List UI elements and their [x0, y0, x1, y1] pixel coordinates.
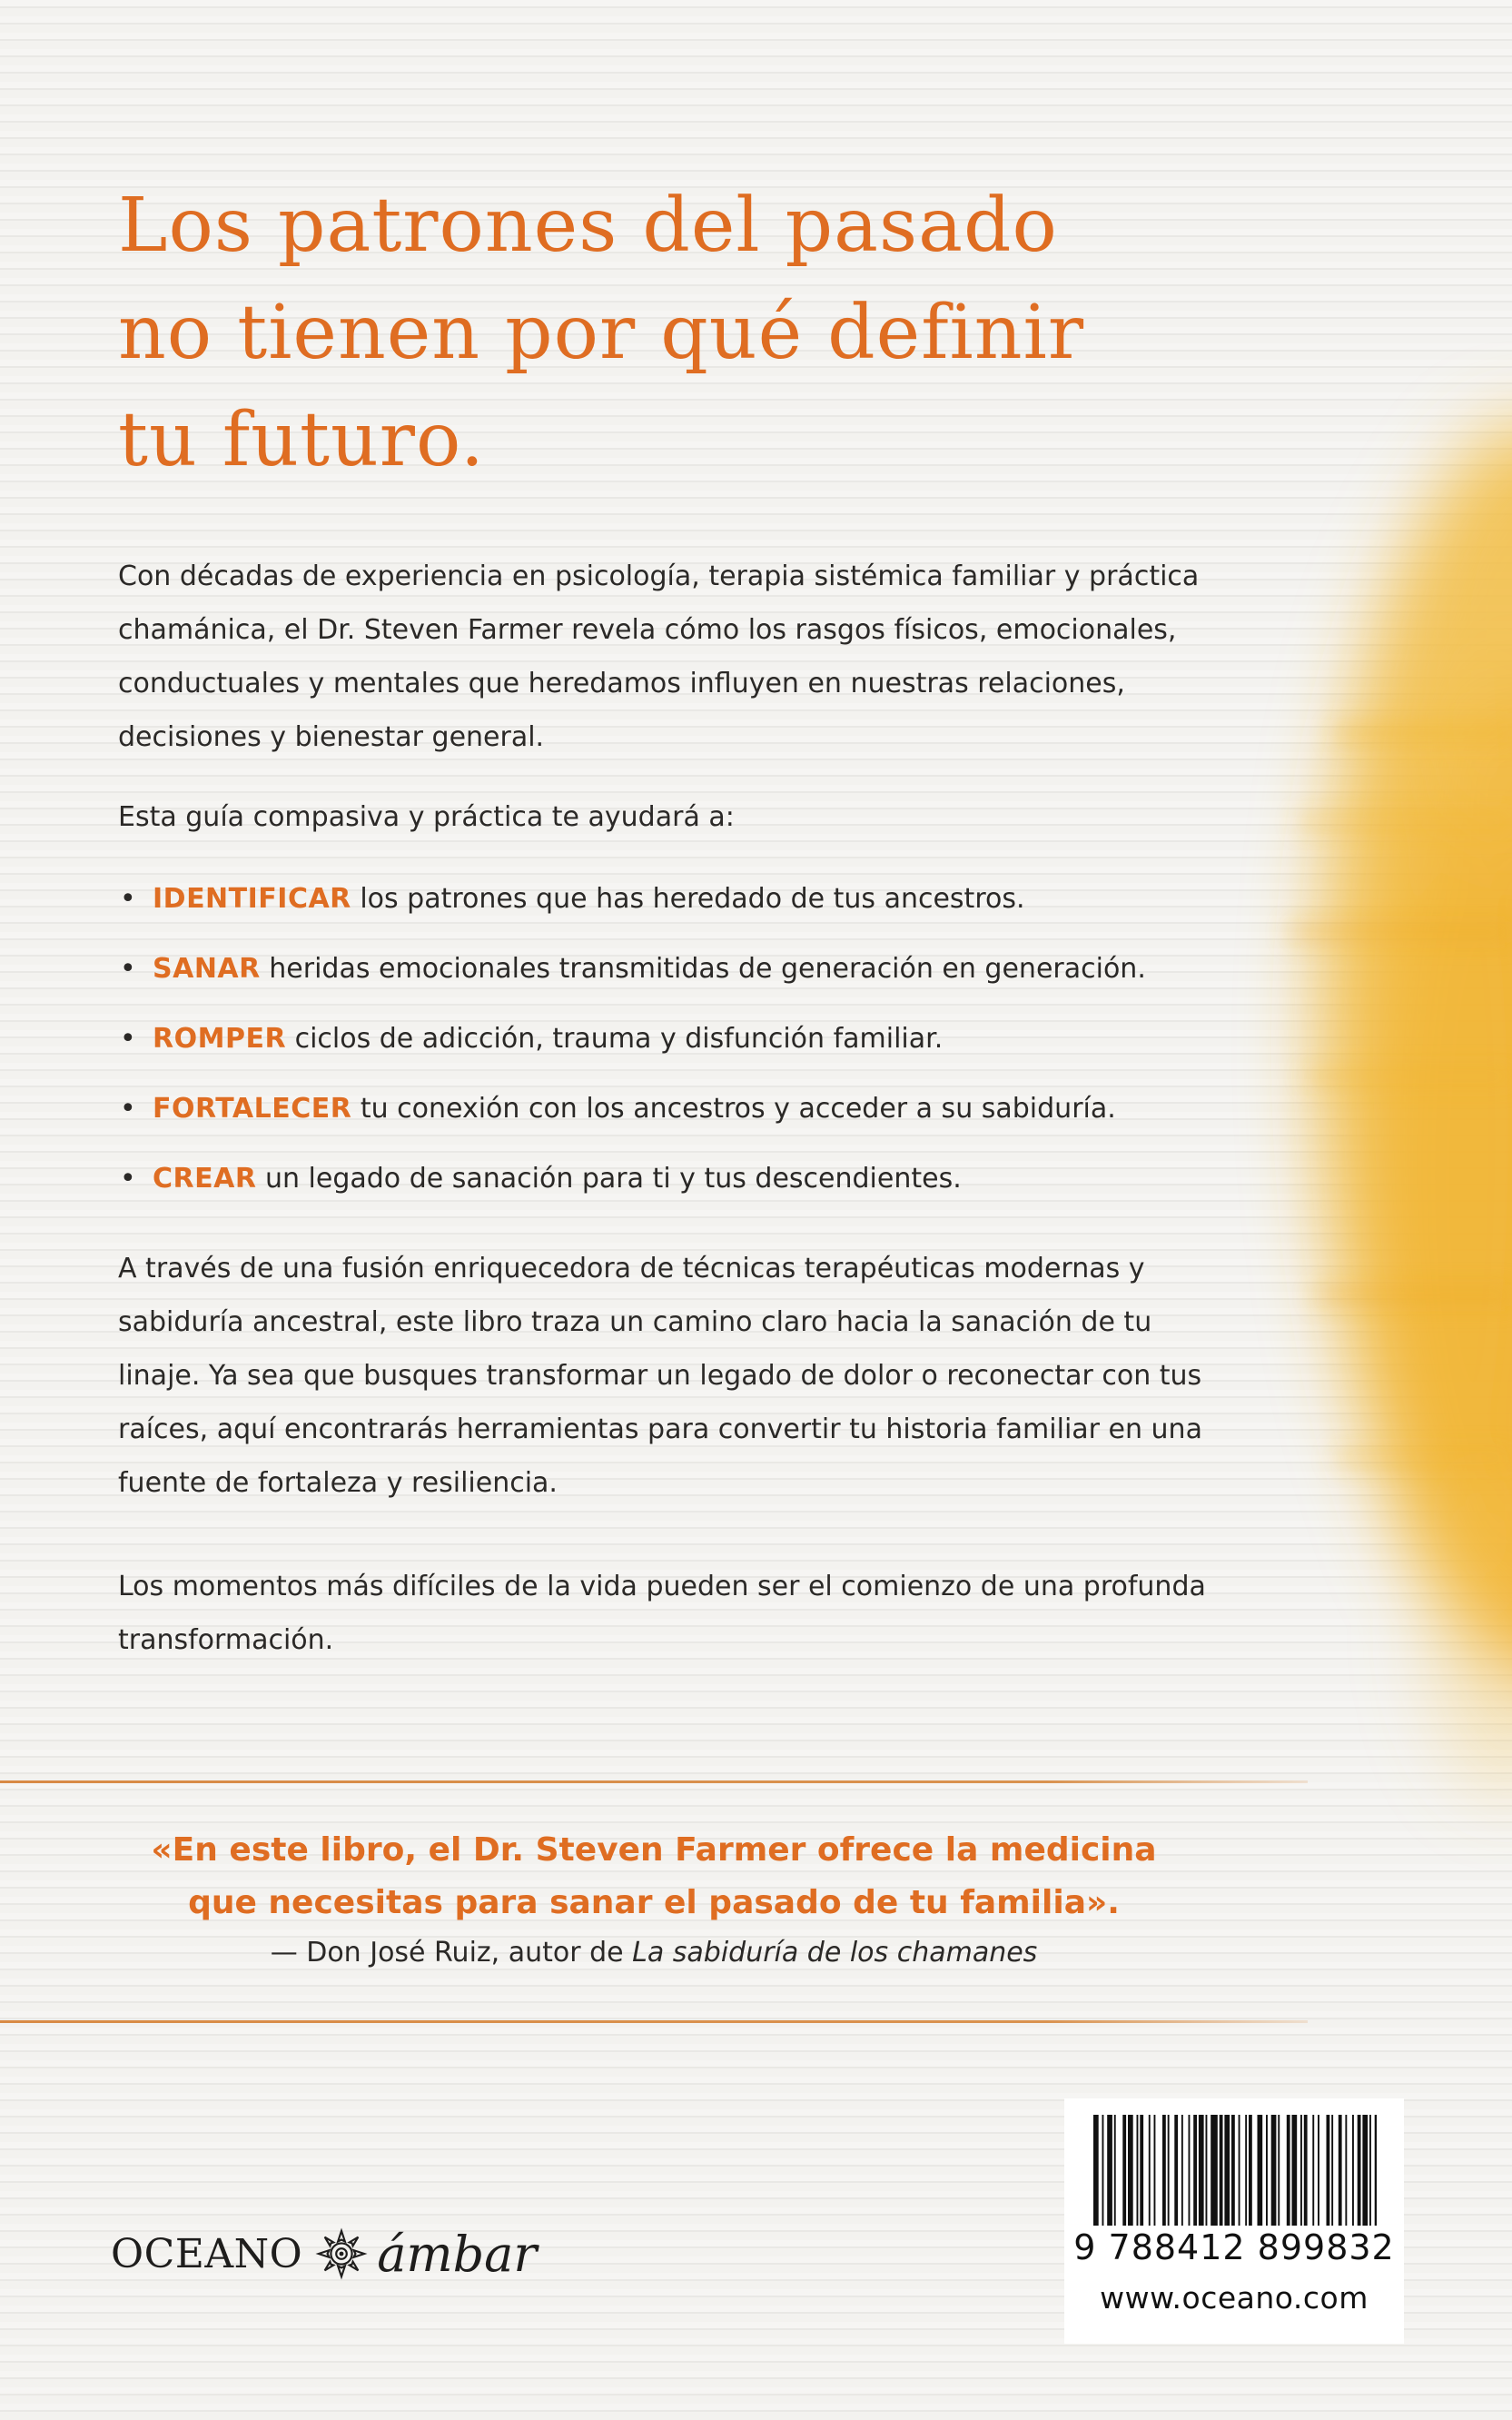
barcode-bar [1304, 2115, 1308, 2226]
fusion-paragraph [118, 1242, 1290, 1510]
barcode-bar [1358, 2115, 1361, 2226]
barcode-bar [1318, 2115, 1319, 2226]
benefit-text: heridas emocionales transmitidas de generación en generación. [260, 953, 1146, 985]
benefit-keyword: CREAR [153, 1163, 257, 1195]
mandala-icon [315, 2227, 368, 2280]
barcode-bar [1107, 2115, 1112, 2226]
fusion-line: raíces, aquí encontrarás herramientas para convertir tu historia familiar en una [118, 1413, 1202, 1445]
quote-attribution [0, 1933, 1308, 1973]
barcode-bar [1271, 2115, 1277, 2226]
benefit-text: tu conexión con los ancestros y acceder a su sabiduría. [351, 1093, 1116, 1125]
barcode-bar [1312, 2115, 1314, 2226]
bullet-icon: • [120, 1163, 136, 1195]
bullet-icon: • [120, 1093, 136, 1125]
barcode-bar [1174, 2115, 1178, 2226]
barcode-bar [1231, 2115, 1235, 2226]
attribution-text: — Don José Ruiz, autor de [270, 1937, 633, 1969]
benefit-item [118, 1012, 1299, 1082]
barcode-area [1064, 2098, 1404, 2344]
barcode-bar [1258, 2115, 1263, 2226]
intro-line: decisiones y bienestar general. [118, 721, 545, 753]
barcode-bar [1206, 2115, 1208, 2226]
barcode-bar [1331, 2115, 1333, 2226]
benefit-keyword: FORTALECER [153, 1093, 352, 1125]
intro-line: chamánica, el Dr. Steven Farmer revela cómo los rasgos físicos, emocionales, [118, 614, 1177, 646]
barcode-bar [1220, 2115, 1223, 2226]
headline-line: no tienen por qué definir [118, 290, 1085, 376]
benefit-keyword: SANAR [153, 953, 261, 985]
barcode-bar [1140, 2115, 1143, 2226]
barcode-bar [1362, 2115, 1368, 2226]
barcode-bar [1300, 2115, 1302, 2226]
benefit-text: los patrones que has heredado de tus ancestros. [351, 883, 1025, 915]
bullet-icon: • [120, 953, 136, 985]
barcode-bar [1168, 2115, 1170, 2226]
barcode-bar [1193, 2115, 1197, 2226]
barcode-bar [1292, 2115, 1298, 2226]
quote-line: que necesitas para sanar el pasado de tu familia». [188, 1884, 1120, 1921]
benefits-list [118, 872, 1299, 1222]
closing-paragraph [118, 1560, 1290, 1667]
guide-intro [118, 790, 1290, 844]
quote-line: «En este libro, el Dr. Steven Farmer ofrece la medicina [151, 1831, 1157, 1869]
benefit-item [118, 872, 1299, 942]
barcode-bar [1249, 2115, 1252, 2226]
barcode-bar [1369, 2115, 1371, 2226]
barcode-bar [1345, 2115, 1347, 2226]
barcode-bar [1211, 2115, 1218, 2226]
benefit-text: ciclos de adicción, trauma y disfunción familiar. [286, 1023, 944, 1055]
intro-line: Con décadas de experiencia en psicología, terapia sistémica familiar y práctica [118, 560, 1200, 592]
endorsement-quote [0, 1824, 1308, 1973]
barcode-bar [1128, 2115, 1133, 2226]
barcode-bar [1102, 2115, 1104, 2226]
benefit-text: un legado de sanación para ti y tus descendientes. [256, 1163, 962, 1195]
divider-top [0, 1780, 1308, 1783]
bullet-icon: • [120, 1023, 136, 1055]
barcode-bar [1114, 2115, 1116, 2226]
barcode-icon [1092, 2115, 1377, 2226]
publisher-logo [111, 2222, 537, 2286]
closing-line: transformación. [118, 1624, 334, 1656]
benefit-item [118, 1152, 1299, 1222]
barcode-bar [1224, 2115, 1230, 2226]
imprint-name: ámbar [377, 2225, 538, 2283]
guide-intro-line: Esta guía compasiva y práctica te ayudará a: [118, 801, 735, 833]
barcode-bar [1162, 2115, 1166, 2226]
barcode-bar [1199, 2115, 1204, 2226]
intro-line: conductuales y mentales que heredamos influyen en nuestras relaciones, [118, 668, 1125, 699]
benefit-item [118, 1082, 1299, 1152]
barcode-bar [1327, 2115, 1330, 2226]
attribution-book-title: La sabiduría de los chamanes [632, 1937, 1038, 1969]
headline-line: Los patrones del pasado [118, 183, 1058, 269]
fusion-line: fuente de fortaleza y resiliencia. [118, 1467, 558, 1499]
barcode-bar [1375, 2115, 1377, 2226]
barcode-bar [1266, 2115, 1268, 2226]
headline-line: tu futuro. [118, 397, 485, 483]
fusion-line: linaje. Ya sea que busques transformar un legado de dolor o reconectar con tus [118, 1360, 1202, 1392]
benefit-keyword: ROMPER [153, 1023, 287, 1055]
isbn-number: 9 788412 899832 [1073, 2227, 1395, 2267]
barcode-bar [1149, 2115, 1151, 2226]
publisher-name: OCEANO [111, 2230, 303, 2277]
barcode-bar [1339, 2115, 1342, 2226]
benefit-item [118, 942, 1299, 1012]
barcode-bar [1122, 2115, 1126, 2226]
intro-paragraph [118, 550, 1290, 764]
closing-line: Los momentos más difíciles de la vida pueden ser el comienzo de una profunda [118, 1571, 1206, 1602]
benefit-keyword: IDENTIFICAR [153, 883, 351, 915]
fusion-line: sabiduría ancestral, este libro traza un camino claro hacia la sanación de tu [118, 1306, 1152, 1338]
barcode-bar [1239, 2115, 1240, 2226]
headline [118, 173, 1208, 494]
divider-bottom [0, 2020, 1308, 2023]
bullet-icon: • [120, 883, 136, 915]
barcode-bar [1137, 2115, 1139, 2226]
barcode-bar [1245, 2115, 1247, 2226]
barcode-bar [1093, 2115, 1099, 2226]
fusion-line: A través de una fusión enriquecedora de técnicas terapéuticas modernas y [118, 1253, 1145, 1284]
publisher-website: www.oceano.com [1100, 2280, 1369, 2316]
barcode-bar [1287, 2115, 1290, 2226]
barcode-bar [1189, 2115, 1191, 2226]
barcode-bar [1154, 2115, 1156, 2226]
barcode-bar [1352, 2115, 1354, 2226]
barcode-bar [1278, 2115, 1280, 2226]
barcode-bar [1181, 2115, 1183, 2226]
